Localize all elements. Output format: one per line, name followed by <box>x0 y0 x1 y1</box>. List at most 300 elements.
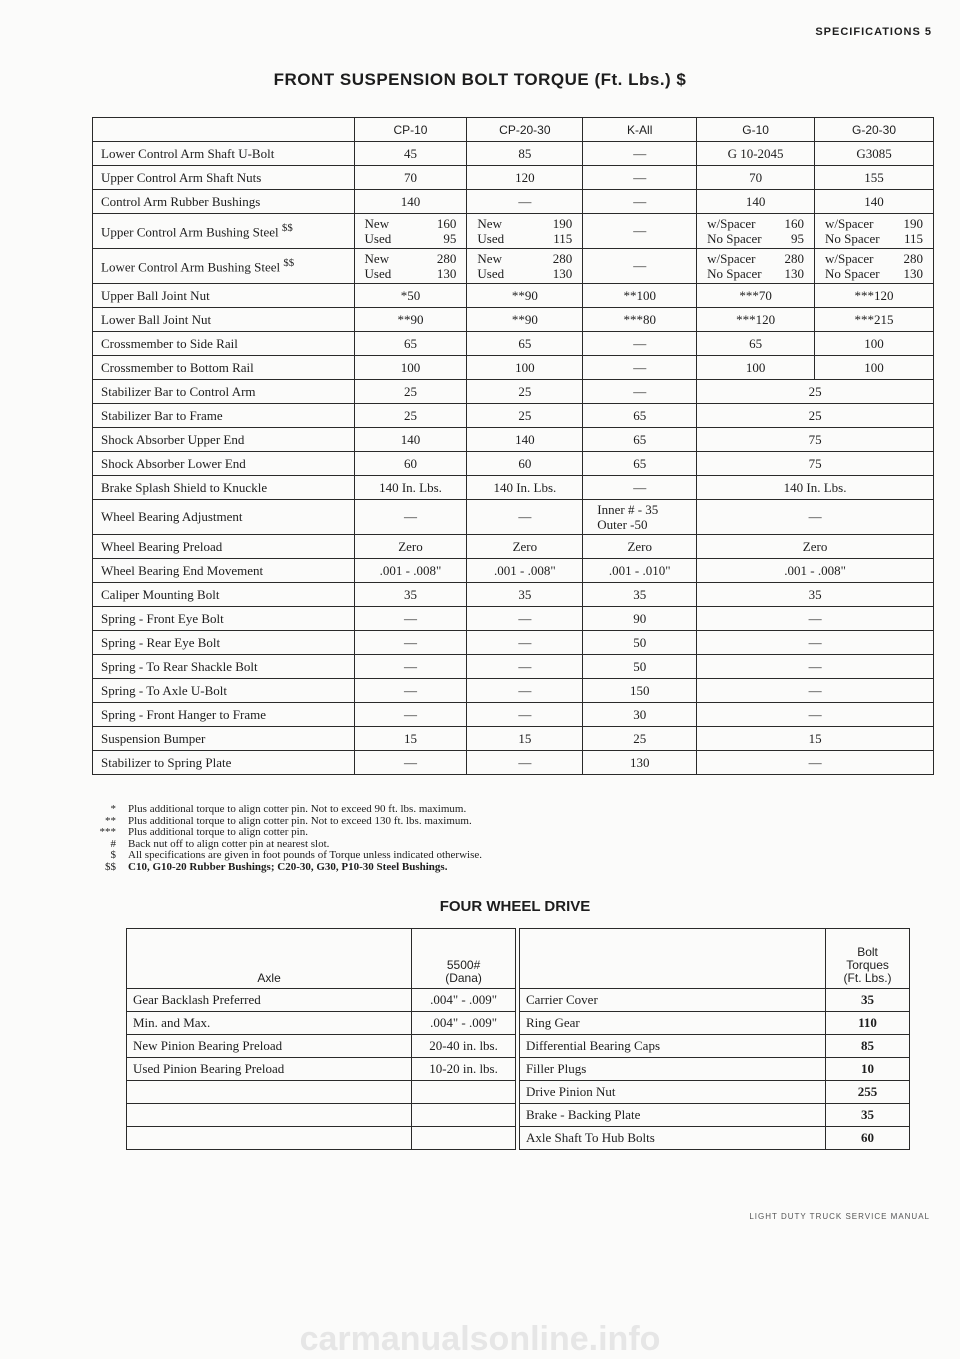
table-cell <box>815 214 934 249</box>
row-label <box>93 655 355 679</box>
table-cell: 60 <box>354 452 467 476</box>
table-cell <box>815 249 934 284</box>
table-row <box>93 727 934 751</box>
table-cell: .001 - .008" <box>354 559 467 583</box>
table-cell: 100 <box>354 356 467 380</box>
bolt-label: Ring Gear <box>519 1012 825 1035</box>
table-cell <box>697 249 815 284</box>
axle-spec-label <box>127 1127 412 1150</box>
row-label <box>93 332 355 356</box>
row-label <box>93 452 355 476</box>
row-label-text: Caliper Mounting Bolt <box>101 586 220 602</box>
cell-pair-label: Used <box>364 266 392 281</box>
table-cell: — <box>697 655 934 679</box>
row-label <box>93 559 355 583</box>
footnote-text: All specifications are given in foot pounds of Torque unless indicated otherwise. <box>128 849 482 862</box>
column-header <box>93 118 355 142</box>
row-label-text: Stabilizer Bar to Frame <box>101 407 223 423</box>
table-cell: — <box>467 751 583 775</box>
table-cell: 85 <box>467 142 583 166</box>
table-cell: ***80 <box>583 308 697 332</box>
table-cell: 60 <box>467 452 583 476</box>
cell-pair-value: 95 <box>791 231 805 246</box>
cell-pair-label: w/Spacer <box>825 251 874 266</box>
row-label-text: Wheel Bearing End Movement <box>101 562 264 578</box>
cell-pair-values <box>471 251 578 281</box>
table-cell: — <box>354 631 467 655</box>
table-cell: 100 <box>467 356 583 380</box>
cell-stacked-values <box>587 502 692 532</box>
cell-pair-value: 190 <box>552 216 573 231</box>
cell-pair-label: Used <box>477 266 505 281</box>
table-row <box>127 1104 910 1127</box>
cell-pair-values <box>701 251 810 281</box>
table-cell: 70 <box>697 166 815 190</box>
row-label <box>93 535 355 559</box>
table-cell: — <box>467 679 583 703</box>
bolt-label-header <box>519 929 825 989</box>
footnote-marker: $$ <box>283 256 295 269</box>
cell-pair-label: No Spacer <box>825 266 880 281</box>
axle-spec-label: New Pinion Bearing Preload <box>127 1035 412 1058</box>
table-cell: — <box>467 631 583 655</box>
table-cell: — <box>583 380 697 404</box>
table-cell: 140 In. Lbs. <box>467 476 583 500</box>
cell-pair-value: 115 <box>553 231 573 246</box>
footnote-marker: $$ <box>281 221 293 234</box>
table-cell: Zero <box>697 535 934 559</box>
row-label-text: Spring - Front Eye Bolt <box>101 610 224 626</box>
column-header: CP-20-30 <box>467 118 583 142</box>
cell-pair-value: 280 <box>784 251 805 266</box>
table-cell: 140 <box>697 190 815 214</box>
row-label-text: Brake Splash Shield to Knuckle <box>101 479 268 495</box>
row-label-text: Control Arm Rubber Bushings <box>101 193 261 209</box>
torque-spec-table <box>92 117 934 775</box>
table-cell: **100 <box>583 284 697 308</box>
table-cell: — <box>354 607 467 631</box>
table-row <box>93 476 934 500</box>
table-cell: 45 <box>354 142 467 166</box>
table-row <box>93 284 934 308</box>
table-cell: — <box>467 607 583 631</box>
dana-header-line1: 5500# <box>446 958 481 972</box>
bolt-label: Differential Bearing Caps <box>519 1035 825 1058</box>
cell-pair-value: 130 <box>436 266 457 281</box>
row-label <box>93 428 355 452</box>
axle-spec-value: 20-40 in. lbs. <box>412 1035 516 1058</box>
table-cell: 65 <box>583 428 697 452</box>
table-cell: 140 <box>354 428 467 452</box>
table-cell: — <box>354 679 467 703</box>
table-cell: 140 <box>354 190 467 214</box>
table-cell <box>697 214 815 249</box>
cell-pair-value: 160 <box>436 216 457 231</box>
cell-pair-value: 130 <box>903 266 923 281</box>
table-cell: **90 <box>467 308 583 332</box>
table-row <box>93 703 934 727</box>
row-label <box>93 308 355 332</box>
table-cell: — <box>467 655 583 679</box>
table-cell: — <box>697 500 934 535</box>
table-cell: 25 <box>354 404 467 428</box>
axle-spec-value <box>412 1104 516 1127</box>
row-label-text: Crossmember to Bottom Rail <box>101 359 254 375</box>
table-row <box>127 1012 910 1035</box>
table-row <box>93 142 934 166</box>
row-label <box>93 500 355 535</box>
table-cell: 140 <box>815 190 934 214</box>
row-label <box>93 356 355 380</box>
row-label <box>93 727 355 751</box>
cell-pair-label: w/Spacer <box>825 216 874 231</box>
row-label-text: Spring - Rear Eye Bolt <box>101 634 221 650</box>
axle-spec-label: Used Pinion Bearing Preload <box>127 1058 412 1081</box>
row-label-text: Suspension Bumper <box>101 730 206 746</box>
table-cell <box>467 249 583 284</box>
row-label-text: Lower Ball Joint Nut <box>101 311 212 327</box>
table-cell: 35 <box>583 583 697 607</box>
table-cell: — <box>354 703 467 727</box>
table-cell: 25 <box>467 380 583 404</box>
column-header: G-10 <box>697 118 815 142</box>
bolt-torques-header-line2: Torques <box>846 958 889 972</box>
table-cell: — <box>354 500 467 535</box>
table-row <box>93 166 934 190</box>
table-cell: — <box>583 249 697 284</box>
table-cell: — <box>467 190 583 214</box>
cell-pair-value: 280 <box>903 251 923 266</box>
bolt-label: Filler Plugs <box>519 1058 825 1081</box>
table-cell: 50 <box>583 631 697 655</box>
row-label <box>93 190 355 214</box>
table-cell <box>354 214 467 249</box>
row-label-text: Upper Ball Joint Nut <box>101 287 210 303</box>
axle-spec-label: Gear Backlash Preferred <box>127 989 412 1012</box>
table-cell: 140 In. Lbs. <box>697 476 934 500</box>
table-cell: 65 <box>583 452 697 476</box>
table-row <box>93 190 934 214</box>
cell-pair-label: New <box>477 251 502 266</box>
table-row <box>127 989 910 1012</box>
cell-pair-value: 115 <box>903 231 923 246</box>
cell-pair-label: No Spacer <box>707 231 762 246</box>
row-label <box>93 214 355 249</box>
row-label <box>93 607 355 631</box>
table-cell: 70 <box>354 166 467 190</box>
row-label <box>93 679 355 703</box>
cell-pair-label: No Spacer <box>707 266 762 281</box>
table-row <box>93 535 934 559</box>
row-label <box>93 751 355 775</box>
table-cell: 15 <box>697 727 934 751</box>
row-label-text: Upper Control Arm Bushing Steel <box>101 224 279 240</box>
table-cell: 35 <box>354 583 467 607</box>
row-label-text: Shock Absorber Upper End <box>101 431 245 447</box>
table-row <box>93 356 934 380</box>
table-cell: Zero <box>583 535 697 559</box>
table-row <box>127 1058 910 1081</box>
table-cell: 25 <box>697 380 934 404</box>
row-label <box>93 404 355 428</box>
table-cell: — <box>354 655 467 679</box>
table-cell: 35 <box>467 583 583 607</box>
table-cell: 155 <box>815 166 934 190</box>
column-header: K-All <box>583 118 697 142</box>
table-row <box>93 583 934 607</box>
footnote-text: Plus additional torque to align cotter pin. Not to exceed 90 ft. lbs. maximum. <box>128 803 467 815</box>
axle-spec-value <box>412 1081 516 1104</box>
table-cell: — <box>354 751 467 775</box>
table-cell: — <box>583 166 697 190</box>
row-label <box>93 380 355 404</box>
cell-pair-value: 190 <box>903 216 923 231</box>
table-cell: **90 <box>354 308 467 332</box>
table-cell: 75 <box>697 428 934 452</box>
table-cell: 130 <box>583 751 697 775</box>
table-cell: — <box>583 332 697 356</box>
column-header: G-20-30 <box>815 118 934 142</box>
table-cell: 65 <box>467 332 583 356</box>
table-cell: — <box>583 476 697 500</box>
cell-pair-values <box>359 216 463 246</box>
axle-header-label: Axle <box>257 971 281 985</box>
row-label-text: Shock Absorber Lower End <box>101 455 246 471</box>
footnote-symbol: ** <box>105 814 116 827</box>
page-title: FRONT SUSPENSION BOLT TORQUE (Ft. Lbs.) $ <box>273 70 687 89</box>
cell-pair-value: 95 <box>443 231 457 246</box>
table-header-row <box>93 118 934 142</box>
table-cell: — <box>583 214 697 249</box>
table-cell: Zero <box>354 535 467 559</box>
cell-pair-label: w/Spacer <box>707 251 756 266</box>
row-label <box>93 166 355 190</box>
row-label <box>93 249 355 284</box>
bolt-torques-header-line1: Bolt <box>857 945 878 959</box>
table-cell: 75 <box>697 452 934 476</box>
table-cell: — <box>467 703 583 727</box>
table-cell: — <box>583 190 697 214</box>
bolt-label: Axle Shaft To Hub Bolts <box>519 1127 825 1150</box>
table-cell: 50 <box>583 655 697 679</box>
table-row <box>93 631 934 655</box>
table-cell: ***120 <box>697 308 815 332</box>
table-cell: 150 <box>583 679 697 703</box>
table-row <box>93 607 934 631</box>
dana-header <box>412 929 516 989</box>
footnote-symbol: $$ <box>105 860 116 873</box>
table-cell: 140 In. Lbs. <box>354 476 467 500</box>
footnotes <box>84 804 482 874</box>
axle-spec-label <box>127 1104 412 1127</box>
cell-pair-label: w/Spacer <box>707 216 756 231</box>
bolt-torque-value: 35 <box>826 989 910 1012</box>
table-row <box>127 1035 910 1058</box>
table-cell: 25 <box>467 404 583 428</box>
bolt-torque-value: 60 <box>826 1127 910 1150</box>
table-cell: 100 <box>815 356 934 380</box>
cell-pair-label: New <box>477 216 502 231</box>
table-header-row <box>127 929 910 989</box>
cell-pair-label: No Spacer <box>825 231 880 246</box>
table-cell: .001 - .008" <box>697 559 934 583</box>
footnote-symbol: # <box>110 837 116 850</box>
table-cell: 65 <box>583 404 697 428</box>
cell-pair-values <box>471 216 578 246</box>
table-cell: 100 <box>697 356 815 380</box>
axle-spec-value: .004" - .009" <box>412 989 516 1012</box>
bolt-torque-value: 85 <box>826 1035 910 1058</box>
row-label <box>93 583 355 607</box>
table-cell: 25 <box>583 727 697 751</box>
row-label-text: Crossmember to Side Rail <box>101 335 238 351</box>
cell-pair-values <box>701 216 810 246</box>
table-cell: 100 <box>815 332 934 356</box>
bolt-torque-value: 110 <box>826 1012 910 1035</box>
table-cell: .001 - .008" <box>467 559 583 583</box>
table-cell: — <box>697 751 934 775</box>
cell-pair-values <box>359 251 463 281</box>
table-cell: 15 <box>467 727 583 751</box>
cell-pair-value: 280 <box>436 251 457 266</box>
table-cell: **90 <box>467 284 583 308</box>
bolt-torque-value: 255 <box>826 1081 910 1104</box>
page-header: SPECIFICATIONS 5 <box>815 26 932 38</box>
footnote-text: C10, G10-20 Rubber Bushings; C20-30, G30, P10-30 Steel Bushings. <box>128 860 448 873</box>
row-label <box>93 631 355 655</box>
table-cell: G3085 <box>815 142 934 166</box>
table-cell <box>467 214 583 249</box>
axle-spec-value <box>412 1127 516 1150</box>
table-cell <box>354 249 467 284</box>
table-row <box>93 332 934 356</box>
table-cell <box>583 500 697 535</box>
table-cell: *50 <box>354 284 467 308</box>
table-row <box>93 452 934 476</box>
table-cell: 25 <box>354 380 467 404</box>
table-cell: 90 <box>583 607 697 631</box>
footnote-text: Back nut off to align cotter pin at nearest slot. <box>128 837 330 850</box>
axle-spec-label: Min. and Max. <box>127 1012 412 1035</box>
cell-line: Outer -50 <box>597 517 648 532</box>
axle-spec-value: 10-20 in. lbs. <box>412 1058 516 1081</box>
table-cell: 65 <box>354 332 467 356</box>
footnote <box>84 804 482 816</box>
cell-pair-label: New <box>364 216 390 231</box>
row-label-text: Lower Control Arm Bushing Steel <box>101 259 281 275</box>
cell-line: Inner # - 35 <box>597 502 659 517</box>
footnote-symbol: * <box>110 803 116 815</box>
table-cell: 120 <box>467 166 583 190</box>
row-label <box>93 284 355 308</box>
bolt-torque-value: 35 <box>826 1104 910 1127</box>
row-label-text: Spring - Front Hanger to Frame <box>101 706 267 722</box>
cell-pair-values <box>819 216 929 246</box>
table-row <box>127 1081 910 1104</box>
table-cell: — <box>697 607 934 631</box>
axle-header <box>127 929 412 989</box>
table-row <box>93 308 934 332</box>
cell-pair-label: New <box>364 251 390 266</box>
cell-pair-value: 280 <box>552 251 573 266</box>
table-row <box>93 428 934 452</box>
table-cell: 140 <box>467 428 583 452</box>
row-label <box>93 703 355 727</box>
table-row <box>93 679 934 703</box>
table-row <box>93 500 934 535</box>
table-cell: — <box>583 142 697 166</box>
table-cell: ***70 <box>697 284 815 308</box>
cell-pair-values <box>819 251 929 281</box>
row-label <box>93 142 355 166</box>
row-label-text: Spring - To Rear Shackle Bolt <box>101 658 258 674</box>
table-row <box>93 380 934 404</box>
cell-pair-value: 130 <box>784 266 805 281</box>
table-cell: 35 <box>697 583 934 607</box>
table-cell: 25 <box>697 404 934 428</box>
table-cell: — <box>697 679 934 703</box>
watermark: carmanualsonline.info <box>299 1320 661 1358</box>
section-title-four-wheel-drive: FOUR WHEEL DRIVE <box>439 898 591 915</box>
table-cell: 65 <box>697 332 815 356</box>
axle-spec-label <box>127 1081 412 1104</box>
footnote-text: Plus additional torque to align cotter pin. Not to exceed 130 ft. lbs. maximum. <box>128 814 472 827</box>
axle-spec-value: .004" - .009" <box>412 1012 516 1035</box>
table-row <box>127 1127 910 1150</box>
row-label-text: Lower Control Arm Shaft U-Bolt <box>101 145 275 161</box>
bolt-torque-value: 10 <box>826 1058 910 1081</box>
cell-pair-value: 130 <box>552 266 573 281</box>
footnote <box>84 862 482 874</box>
row-label-text: Spring - To Axle U-Bolt <box>101 682 227 698</box>
dana-header-line2: (Dana) <box>445 971 482 985</box>
table-cell: ***120 <box>815 284 934 308</box>
table-cell: — <box>697 631 934 655</box>
table-cell: Zero <box>467 535 583 559</box>
table-cell: 30 <box>583 703 697 727</box>
row-label-text: Upper Control Arm Shaft Nuts <box>101 169 262 185</box>
table-row <box>93 559 934 583</box>
row-label-text: Wheel Bearing Preload <box>101 538 223 554</box>
table-row <box>93 214 934 249</box>
table-cell: — <box>697 703 934 727</box>
table-row <box>93 655 934 679</box>
table-cell: G 10-2045 <box>697 142 815 166</box>
cell-pair-value: 160 <box>784 216 805 231</box>
table-cell: 15 <box>354 727 467 751</box>
column-header: CP-10 <box>354 118 467 142</box>
bolt-torques-header <box>826 929 910 989</box>
row-label <box>93 476 355 500</box>
table-row <box>93 751 934 775</box>
footnote-symbol: $ <box>110 849 116 862</box>
row-label-text: Wheel Bearing Adjustment <box>101 509 243 524</box>
table-cell: — <box>467 500 583 535</box>
table-cell: ***215 <box>815 308 934 332</box>
cell-pair-label: Used <box>477 231 505 246</box>
bolt-label: Carrier Cover <box>519 989 825 1012</box>
four-wheel-drive-table <box>126 928 910 1150</box>
table-row <box>93 249 934 284</box>
row-label-text: Stabilizer Bar to Control Arm <box>101 383 256 399</box>
table-cell: .001 - .010" <box>583 559 697 583</box>
bolt-label: Drive Pinion Nut <box>519 1081 825 1104</box>
table-cell: — <box>583 356 697 380</box>
manual-footer: LIGHT DUTY TRUCK SERVICE MANUAL <box>749 1212 930 1221</box>
cell-pair-label: Used <box>364 231 392 246</box>
bolt-torques-header-line3: (Ft. Lbs.) <box>843 971 892 985</box>
footnote-symbol: *** <box>99 826 116 839</box>
